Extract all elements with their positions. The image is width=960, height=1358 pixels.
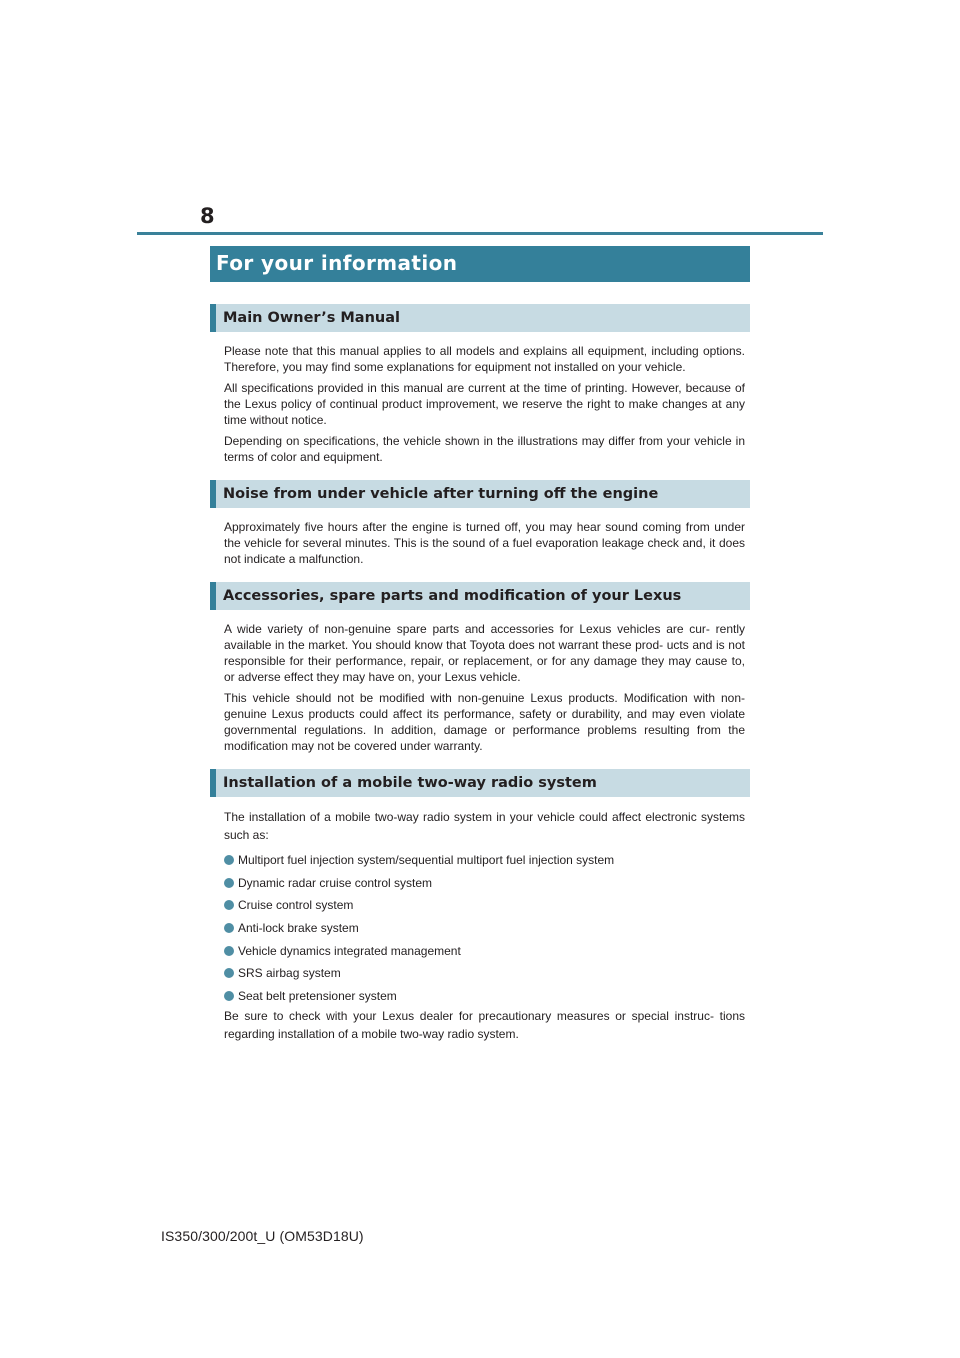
- bullet-dot-icon: [224, 855, 234, 865]
- bullet-dot-icon: [224, 968, 234, 978]
- paragraph: Depending on specifications, the vehicle shown in the illustrations may differ from your vehicle in terms of color and equipment.: [224, 434, 745, 464]
- list-item-text: Multiport fuel injection system/sequential multiport fuel injection system: [238, 853, 615, 868]
- paragraph: All specifications provided in this manual are current at the time of printing. However, because of the Lexus policy of continual product improvement, we reserve the right to make changes at any time without notice.: [224, 381, 745, 427]
- section-heading-text: Installation of a mobile two-way radio system: [223, 775, 597, 791]
- footer-model-code: IS350/300/200t_U (OM53D18U): [161, 1228, 364, 1244]
- section-heading-text: Main Owner’s Manual: [223, 310, 400, 326]
- bullet-dot-icon: [224, 946, 234, 956]
- paragraph: Approximately five hours after the engine is turned off, you may hear sound coming from under the vehicle for several minutes. This is the sound of a fuel evaporation leakage check and, it does not indicate a malfunction.: [224, 520, 745, 566]
- section-heading-accessories: [210, 582, 750, 610]
- section-heading-noise: [210, 480, 750, 508]
- paragraph: This vehicle should not be modified with non-genuine Lexus products. Modification with non-genuine Lexus products could affect its performance, safety or durability, and may even violate governmental regulations. In addition, damage or performance problems resulting from the modification may not be covered under warranty.: [224, 691, 745, 753]
- list-item: [224, 939, 750, 962]
- header-rule: [137, 232, 823, 235]
- list-item: [224, 894, 750, 917]
- section-heading-text: Accessories, spare parts and modification of your Lexus: [223, 588, 682, 604]
- list-item-text: Cruise control system: [238, 898, 354, 913]
- spacer: [210, 759, 750, 769]
- section-heading-text: Noise from under vehicle after turning off the engine: [223, 486, 659, 502]
- list-item-text: SRS airbag system: [238, 966, 341, 981]
- list-item: [224, 872, 750, 895]
- bullet-dot-icon: [224, 991, 234, 1001]
- list-item-text: Seat belt pretensioner system: [238, 988, 397, 1003]
- list-item-text: Vehicle dynamics integrated management: [238, 943, 461, 958]
- spacer: [210, 572, 750, 582]
- list-item: [224, 985, 750, 1008]
- paragraph: A wide variety of non-genuine spare parts and accessories for Lexus vehicles are cur- rently available in the market. You should know that Toyota does not warrant these prod- ucts and is not responsible for their performance, repair, or replacement, or for any damage they may cause to, or adverse effect they may have on, your Lexus vehicle.: [224, 622, 745, 684]
- section-heading-main-owners-manual: [210, 304, 750, 332]
- bullet-dot-icon: [224, 923, 234, 933]
- paragraph: Please note that this manual applies to all models and explains all equipment, including options. Therefore, you may find some explanations for equipment not installed on your vehicle.: [224, 344, 745, 374]
- page-number: 8: [200, 204, 215, 228]
- list-item: [224, 917, 750, 940]
- page-content: [210, 304, 750, 1048]
- list-item: [224, 849, 750, 872]
- list-item: [224, 962, 750, 985]
- affected-systems-list: [224, 849, 750, 1007]
- spacer: [210, 470, 750, 480]
- list-item-text: Dynamic radar cruise control system: [238, 875, 433, 890]
- bullet-dot-icon: [224, 878, 234, 888]
- paragraph: The installation of a mobile two-way radio system in your vehicle could affect electronic systems such as:: [224, 810, 745, 842]
- page-title: For your information: [216, 251, 458, 275]
- page-title-bar: [210, 246, 750, 282]
- section-heading-radio-installation: [210, 769, 750, 797]
- paragraph: Be sure to check with your Lexus dealer for precautionary measures or special instruc- tions regarding installation of a mobile two-way radio system.: [224, 1009, 745, 1042]
- bullet-dot-icon: [224, 900, 234, 910]
- list-item-text: Anti-lock brake system: [238, 921, 359, 936]
